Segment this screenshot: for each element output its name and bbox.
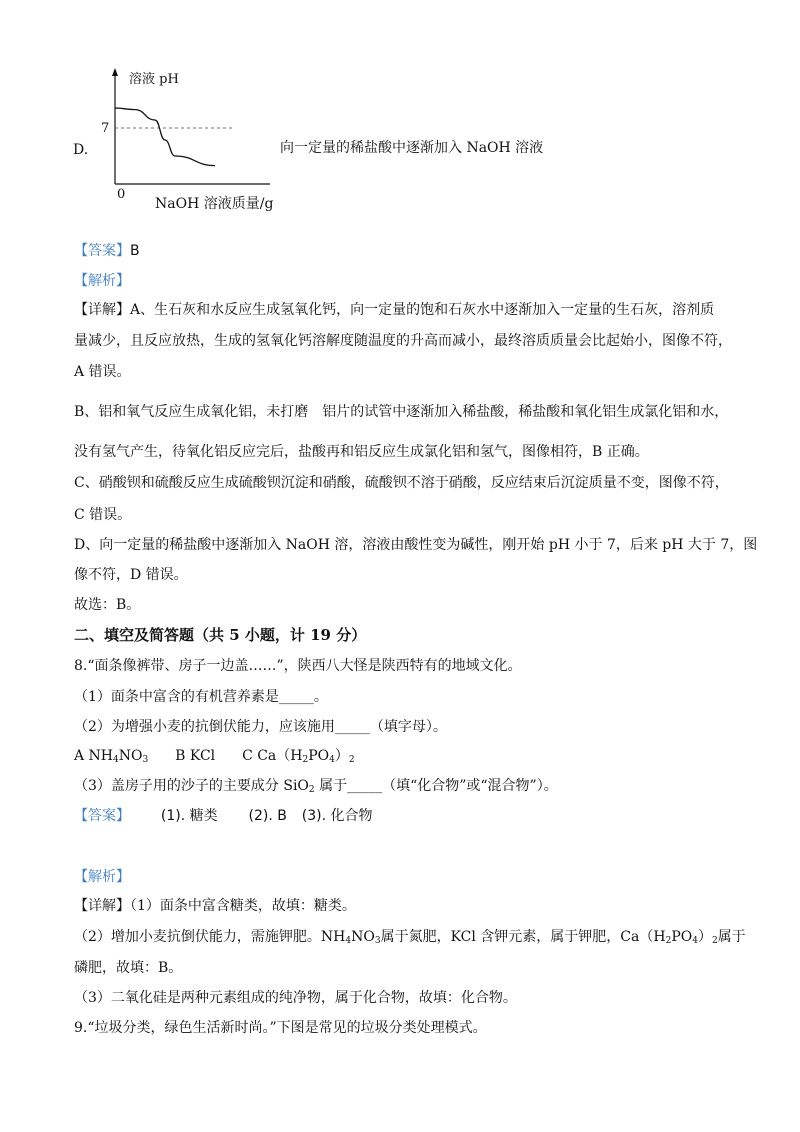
q8-part2: （2）为增强小麦的抗倒伏能力，应该施用_____（填字母）。 bbox=[74, 719, 447, 735]
q9-stem: 9.“垃圾分类，绿色生活新时尚。”下图是常见的垃圾分类处理模式。 bbox=[74, 1020, 487, 1036]
x-axis-label: NaOH 溶液质量/g bbox=[155, 196, 274, 212]
origin-label: 0 bbox=[117, 187, 126, 202]
q8-analysis-tag: 【解析】 bbox=[74, 869, 130, 885]
analysis-a-line1: A、生石灰和水反应生成氢氧化钙，向一定量的饱和石灰水中逐渐加入一定量的生石灰，溶剂质 bbox=[130, 302, 715, 318]
ph-curve bbox=[115, 108, 215, 166]
option-description: 向一定量的稀盐酸中逐渐加入 NaOH 溶液 bbox=[280, 140, 544, 156]
q8-options bbox=[74, 746, 355, 766]
q8-answer-3: (3). 化合物 bbox=[301, 808, 373, 824]
analysis-b-line1: B、铝和氧气反应生成氧化铝，未打磨 铝片的试管中逐渐加入稀盐酸，稀盐酸和氧化铝生成氯化铝和水， bbox=[74, 404, 729, 420]
analysis-a-line2: 量减少，且反应放热，生成的氢氧化钙溶解度随温度的升高而减小，最终溶质质量会比起始小，图像不符， bbox=[74, 333, 732, 349]
analysis-a-line3: A 错误。 bbox=[74, 364, 131, 380]
q8-option-b: B KCl bbox=[175, 748, 216, 764]
analysis-c-line1: C、硝酸钡和硫酸反应生成硫酸钡沉淀和硝酸，硫酸钡不溶于硝酸，反应结束后沉淀质量不变，图像不符， bbox=[74, 475, 729, 491]
q8-option-c: C $Ca(H_2PO_4)_2$ bbox=[242, 748, 355, 765]
conclusion: 故选：B。 bbox=[74, 597, 141, 613]
q8-answer-1: (1). 糖类 bbox=[160, 808, 218, 824]
q8-answer-2: (2). B bbox=[248, 808, 287, 824]
q8-answer-tag: 【答案】 bbox=[74, 808, 130, 824]
q8-answers bbox=[74, 806, 373, 826]
answer-tag: 【答案】 bbox=[74, 243, 130, 259]
q8-part3: （3）盖房子用的沙子的主要成分 SiO$_2$ 属于_____（填“化合物”或“混合物”）。 bbox=[74, 778, 558, 795]
q8-stem: 8.“面条像裤带、房子一边盖……”，陕西八大怪是陕西特有的地域文化。 bbox=[74, 658, 522, 674]
section-heading: 二、填空及简答题（共 5 小题，计 19 分） bbox=[74, 626, 367, 644]
analysis-c-line2: C 错误。 bbox=[74, 507, 132, 523]
answer-value: B bbox=[130, 243, 140, 259]
q8-detail-tag: 【详解】 bbox=[74, 898, 130, 914]
analysis-d-line2: 像不符，D 错误。 bbox=[74, 567, 188, 583]
detail-tag: 【详解】 bbox=[74, 302, 130, 318]
q8-detail-2-cont: 磷肥，故填：B。 bbox=[74, 960, 183, 976]
q8-part1: （1）面条中富含的有机营养素是_____。 bbox=[74, 689, 328, 705]
y-axis-arrow bbox=[112, 68, 118, 76]
q8-option-a: A $NH_4NO_3$ bbox=[74, 748, 149, 765]
y-tick-7: 7 bbox=[101, 121, 110, 136]
analysis-d-line1: D、向一定量的稀盐酸中逐渐加入 NaOH 溶，溶液由酸性变为碱性，刚开始 pH 小于 7，后来 pH 大于 7，图 bbox=[74, 537, 758, 553]
option-letter: D. bbox=[73, 142, 89, 158]
q8-detail-1: （1）面条中富含糖类，故填：糖类。 bbox=[130, 898, 356, 914]
y-axis-label: 溶液 pH bbox=[129, 72, 179, 87]
ph-chart bbox=[95, 68, 285, 210]
q8-detail-3: （3）二氧化硅是两种元素组成的纯净物，属于化合物，故填：化合物。 bbox=[74, 990, 517, 1006]
q8-detail-2: （2）增加小麦抗倒伏能力，需施钾肥。$NH_4NO_3$属于氮肥，KCl 含钾元素，属于钾肥，$Ca(H_2PO_4)_2$属于 bbox=[74, 929, 746, 946]
analysis-tag: 【解析】 bbox=[74, 273, 130, 289]
analysis-b-line2: 没有氢气产生，待氧化铝反应完后，盐酸再和铝反应生成氯化铝和氢气，图像相符，B 正确。 bbox=[74, 444, 649, 460]
